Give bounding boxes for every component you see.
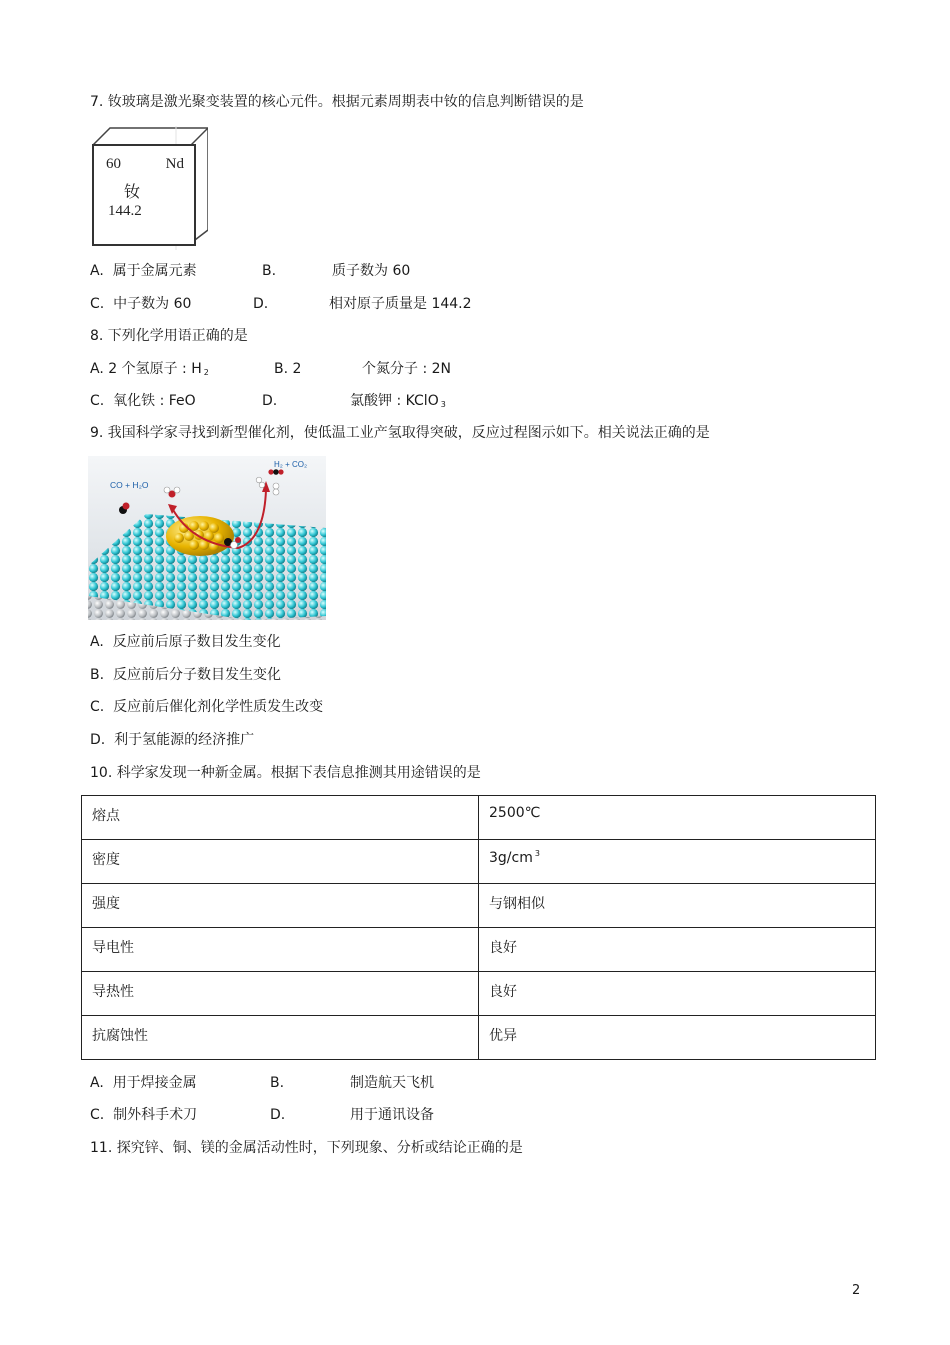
option-text: 中子数为 60 [113,296,192,312]
q9-option-a[interactable] [90,633,281,651]
element-card-front [92,144,196,246]
table-row [82,972,876,1016]
q10-option-a[interactable] [90,1074,197,1092]
catalyst-reaction-image [88,456,326,620]
table-cell-property: 导热性 [82,972,479,1016]
q8-stem: 8. 下列化学用语正确的是 [90,328,248,344]
q9-option-d[interactable] [90,731,254,749]
table-cell-value: 与钢相似 [479,884,876,928]
table-row [82,884,876,928]
q11-stem: 11. 探究锌、铜、镁的金属活动性时，下列现象、分析或结论正确的是 [90,1140,523,1156]
q8-option-a[interactable] [90,360,209,382]
q8-option-b-letter[interactable] [274,360,301,378]
subscript: 2 [203,368,209,377]
q8-option-c[interactable] [90,392,196,410]
subscript: 3 [440,400,446,409]
q8-option-d-text[interactable] [350,392,446,414]
element-name: 钕 [124,184,141,201]
q10-option-b-text[interactable]: 制造航天飞机 [350,1075,434,1091]
atomic-number: 60 [106,156,121,172]
q7-option-d-letter[interactable]: D. [253,296,269,312]
q9-option-c[interactable] [90,698,323,716]
option-text: 氧化铁 : FeO [113,393,196,409]
q8-option-d-letter[interactable]: D. [262,393,278,409]
catalyst-surface-illustration [88,456,326,620]
element-card-neodymium [88,126,208,250]
table-row [82,928,876,972]
option-text: 用于焊接金属 [112,1075,197,1091]
q10-option-d-text[interactable]: 用于通讯设备 [350,1107,434,1123]
q9-option-b[interactable] [90,666,281,684]
table-cell-value: 2500℃ [479,796,876,840]
q7-option-a[interactable] [90,262,197,280]
option-text: 反应前后催化剂化学性质发生改变 [113,699,324,715]
q7-option-d-text[interactable]: 相对原子质量是 144.2 [329,296,472,312]
option-text: 反应前后分子数目发生变化 [112,667,281,683]
table-cell-property: 导电性 [82,928,479,972]
q7-option-b-text[interactable]: 质子数为 60 [332,263,411,279]
label-products: H₂ + CO₂ [274,460,308,469]
q10-option-c[interactable] [90,1106,197,1124]
q10-option-d-letter[interactable]: D. [270,1107,286,1123]
option-letter: A. [90,361,104,377]
option-text: 利于氢能源的经济推广 [114,732,255,748]
option-letter: B. [274,361,289,377]
option-text: 2 个氢原子 : H [108,361,202,377]
option-text: 属于金属元素 [112,263,197,279]
table-cell-property: 熔点 [82,796,479,840]
q7-option-c[interactable] [90,295,191,313]
table-cell-value: 优异 [479,1016,876,1060]
option-letter: A. [90,1075,104,1091]
option-text: 制外科手术刀 [113,1107,198,1123]
option-text: 反应前后原子数目发生变化 [112,634,281,650]
table-cell-value [479,840,876,884]
option-letter: C. [90,296,105,312]
q10-option-b-letter[interactable]: B. [270,1075,285,1091]
q10-stem: 10. 科学家发现一种新金属。根据下表信息推测其用途错误的是 [90,765,481,781]
value-text: 3g/cm [489,850,533,866]
table-row [82,1016,876,1060]
option-text: 2 [292,361,302,377]
q9-stem: 9. 我国科学家寻找到新型催化剂，使低温工业产氢取得突破，反应过程图示如下。相关说法正确的是 [90,425,710,441]
option-letter: A. [90,634,104,650]
table-cell-property: 密度 [82,840,479,884]
table-row [82,840,876,884]
table-cell-value: 良好 [479,928,876,972]
metal-properties-table [81,795,876,1060]
q8-option-b-text[interactable]: 个氮分子 : 2N [362,361,451,377]
option-letter: C. [90,393,105,409]
option-letter: D. [90,732,106,748]
option-letter: A. [90,263,104,279]
atomic-mass: 144.2 [108,203,142,219]
table-row [82,796,876,840]
option-letter: C. [90,1107,105,1123]
label-reactants: CO + H₂O [110,480,149,490]
option-letter: C. [90,699,105,715]
page-number: 2 [852,1283,861,1298]
element-symbol: Nd [165,156,184,172]
table-cell-property: 强度 [82,884,479,928]
option-text: 氯酸钾 : KClO [350,393,439,409]
q7-stem: 7. 钕玻璃是激光聚变装置的核心元件。根据元素周期表中钕的信息判断错误的是 [90,94,584,110]
q7-option-b-letter[interactable]: B. [262,263,277,279]
superscript: 3 [534,849,540,858]
option-letter: B. [90,667,105,683]
table-cell-value: 良好 [479,972,876,1016]
table-cell-property: 抗腐蚀性 [82,1016,479,1060]
